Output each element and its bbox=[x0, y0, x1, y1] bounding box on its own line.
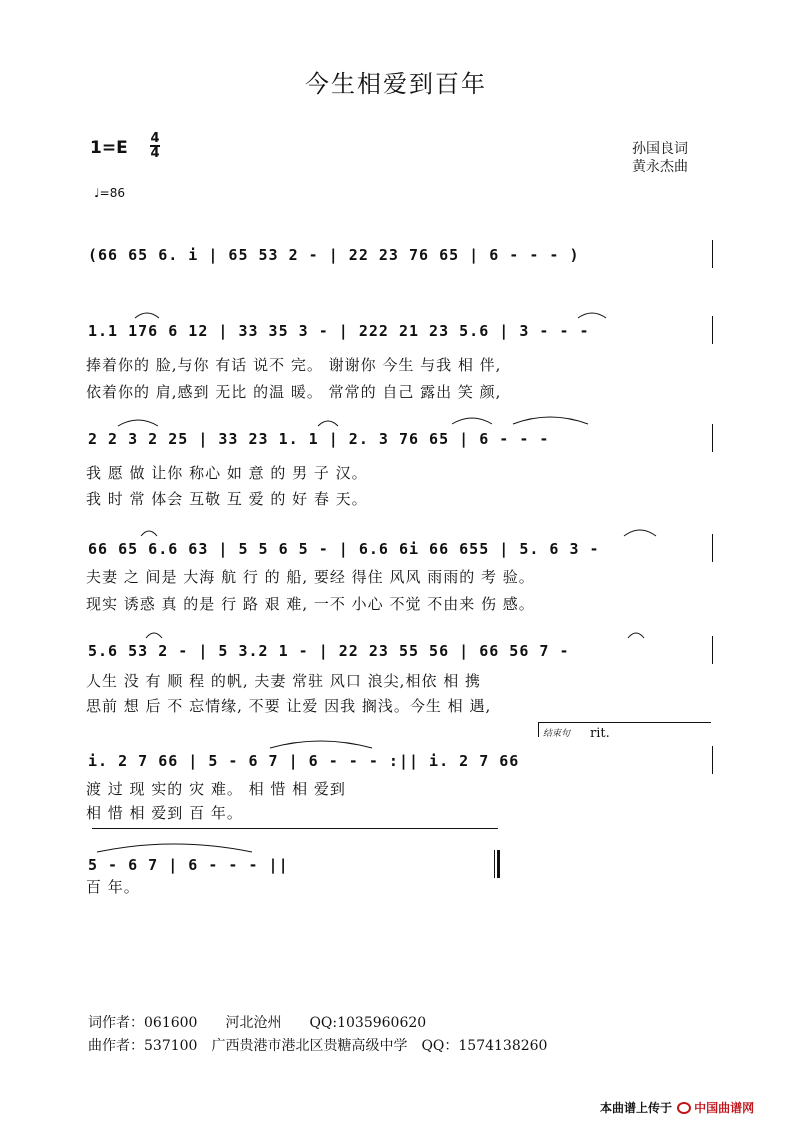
system-7-notes: 5 - 6 7 | 6 - - - || bbox=[88, 856, 289, 874]
page-title: 今生相爱到百年 bbox=[305, 70, 487, 98]
composer-credit: 黄永杰曲 bbox=[632, 159, 688, 175]
system-6-lyric-verse-1: 渡 过 现 实的 灾 难。 相 惜 相 爱到 bbox=[86, 780, 346, 798]
ending-label: 结束句 bbox=[543, 729, 571, 739]
system-5-notes: 5.6 53 2 - | 5 3.2 1 - | 22 23 55 56 | 66 56 7 - bbox=[88, 642, 570, 660]
slur-4 bbox=[318, 421, 338, 426]
slur-10 bbox=[628, 633, 644, 638]
time-signature-bottom: 4 bbox=[150, 146, 160, 161]
system-6-lyric-verse-2: 相 惜 相 爱到 百 年。 bbox=[86, 804, 243, 822]
system-3-notes: 2 2 3 2 25 | 33 23 1. 1 | 2. 3 76 65 | 6 - - - bbox=[88, 430, 550, 448]
slur-9 bbox=[146, 633, 162, 638]
ritardando-marking: rit. bbox=[590, 726, 610, 741]
slur-6 bbox=[513, 417, 588, 424]
system-2-lyric-verse-1: 捧着你的 脸,与你 有话 说不 完。 谢谢你 今生 与我 相 伴, bbox=[86, 356, 502, 374]
upload-attribution bbox=[600, 1097, 754, 1116]
site-logo-icon bbox=[677, 1102, 691, 1114]
system-2-notes: 1.1 176 6 12 | 33 35 3 - | 222 21 23 5.6 | 3 - - - bbox=[88, 322, 590, 340]
slur-11 bbox=[270, 741, 372, 748]
system-4-lyric-verse-1: 夫妻 之 间是 大海 航 行 的 船, 要经 得住 风风 雨雨的 考 验。 bbox=[86, 568, 535, 586]
system-1-notes: (66 65 6. i | 65 53 2 - | 22 23 76 65 | 6 - - - ) bbox=[88, 246, 580, 264]
slur-1 bbox=[135, 313, 159, 318]
lyricist-credit: 孙国良词 bbox=[632, 141, 688, 157]
system-3-lyric-verse-2: 我 时 常 体会 互敬 互 爱 的 好 春 天。 bbox=[86, 490, 368, 508]
key-signature: 1=E bbox=[90, 138, 128, 158]
system-4-notes: 66 65 6.6 63 | 5 5 6 5 - | 6.6 6i 66 655 | 5. 6 3 - bbox=[88, 540, 600, 558]
system-2-lyric-verse-2: 依着你的 肩,感到 无比 的温 暖。 常常的 自己 露出 笑 颜, bbox=[86, 383, 502, 401]
slur-3 bbox=[118, 420, 158, 426]
slur-5 bbox=[452, 418, 492, 424]
system-6-notes: i. 2 7 66 | 5 - 6 7 | 6 - - - :|| i. 2 7 66 bbox=[88, 752, 520, 770]
time-signature-top: 4 bbox=[150, 131, 160, 146]
system-4-lyric-verse-2: 现实 诱惑 真 的是 行 路 艰 难, 一不 小心 不觉 不由来 伤 感。 bbox=[86, 595, 535, 613]
footer-lyricist-info: 词作者：061600 河北沧州 QQ:1035960620 bbox=[88, 1015, 427, 1031]
site-logo-text: 中国曲谱网 bbox=[694, 1101, 755, 1115]
slur-7 bbox=[141, 531, 157, 536]
footer-composer-info: 曲作者：537100 广西贵港市港北区贵糖高级中学 QQ：1574138260 bbox=[88, 1038, 548, 1054]
slur-12 bbox=[97, 844, 252, 852]
system-5-lyric-verse-1: 人生 没 有 顺 程 的帆, 夫妻 常驻 风口 浪尖,相依 相 携 bbox=[86, 672, 481, 690]
system-3-lyric-verse-1: 我 愿 做 让你 称心 如 意 的 男 子 汉。 bbox=[86, 464, 368, 482]
upload-text: 本曲谱上传于 bbox=[600, 1101, 673, 1115]
tempo-marking: ♩=86 bbox=[94, 186, 125, 200]
slur-2 bbox=[578, 313, 606, 318]
system-5-lyric-verse-2: 思前 想 后 不 忘情缘, 不要 让爱 因我 搁浅。今生 相 遇, bbox=[86, 697, 492, 715]
slur-8 bbox=[624, 530, 656, 536]
system-7-lyric: 百 年。 bbox=[86, 878, 140, 896]
